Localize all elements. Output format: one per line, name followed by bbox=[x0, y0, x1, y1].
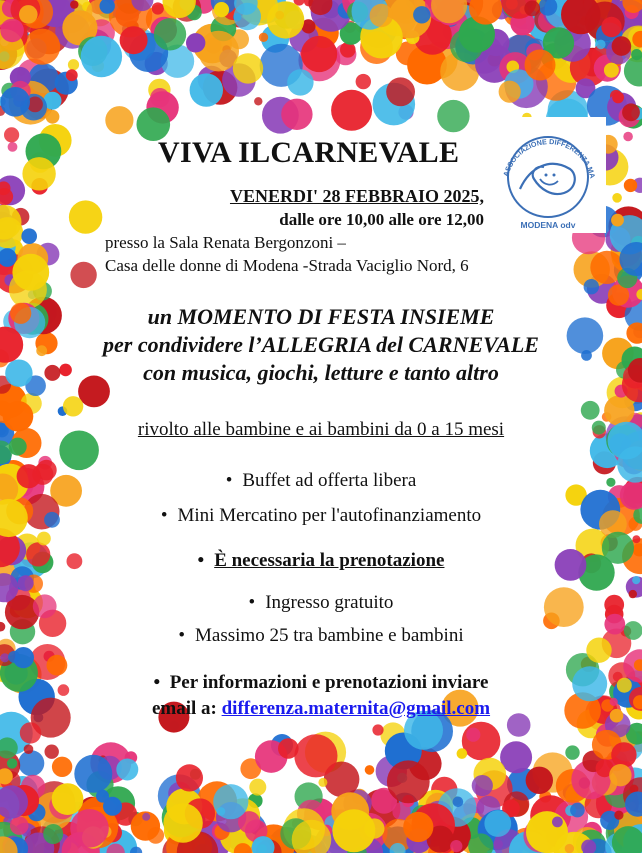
bullet-icon: • bbox=[197, 550, 205, 571]
venue-line-2: Casa delle donne di Modena -Strada Vaciglio Nord, 6 bbox=[105, 256, 469, 275]
bullet-icon: • bbox=[178, 625, 186, 646]
mother-child-icon bbox=[520, 164, 575, 194]
page-title: VIVA ILCARNEVALE bbox=[158, 136, 460, 169]
list-item: • Ingresso gratuito bbox=[248, 592, 394, 613]
info-line: • Per informazioni e prenotazioni inviare bbox=[153, 672, 489, 693]
event-hours: dalle ore 10,00 alle ore 12,00 bbox=[279, 210, 484, 229]
bullet-icon: • bbox=[248, 592, 256, 613]
logo-arc-text: ASSOCIAZIONE DIFFERENZA MA bbox=[501, 137, 598, 179]
list-item: • Buffet ad offerta libera bbox=[225, 470, 417, 491]
association-logo bbox=[490, 117, 606, 233]
list-item: • Massimo 25 tra bambine e bambini bbox=[178, 625, 464, 646]
bullet-icon: • bbox=[160, 505, 168, 526]
logo-bottom-text: MODENA odv bbox=[520, 220, 576, 230]
audience-note: rivolto alle bambine e ai bambini da 0 a 15 mesi bbox=[137, 419, 505, 440]
bullet-icon: • bbox=[153, 672, 170, 693]
email-link[interactable]: differenza.maternita@gmail.com bbox=[221, 698, 491, 719]
list-item: • È necessaria la prenotazione bbox=[197, 550, 445, 571]
event-date: VENERDI' 28 FEBBRAIO 2025, bbox=[229, 186, 484, 206]
festa-line-2: per condividere l’ALLEGRIA del CARNEVALE bbox=[103, 332, 539, 357]
list-item: • Mini Mercatino per l'autofinanziamento bbox=[160, 505, 482, 526]
svg-text:ASSOCIAZIONE DIFFERENZA MATERN bbox=[490, 117, 597, 179]
bullet-icon: • bbox=[225, 470, 233, 491]
festa-line-3: con musica, giochi, letture e tanto altro bbox=[143, 360, 499, 385]
email-line: email a: differenza.maternita@gmail.com bbox=[151, 698, 491, 719]
festa-line-1: un MOMENTO DI FESTA INSIEME bbox=[147, 304, 495, 329]
venue-line-1: presso la Sala Renata Bergonzoni – bbox=[105, 233, 346, 252]
festa-block bbox=[0, 303, 642, 387]
